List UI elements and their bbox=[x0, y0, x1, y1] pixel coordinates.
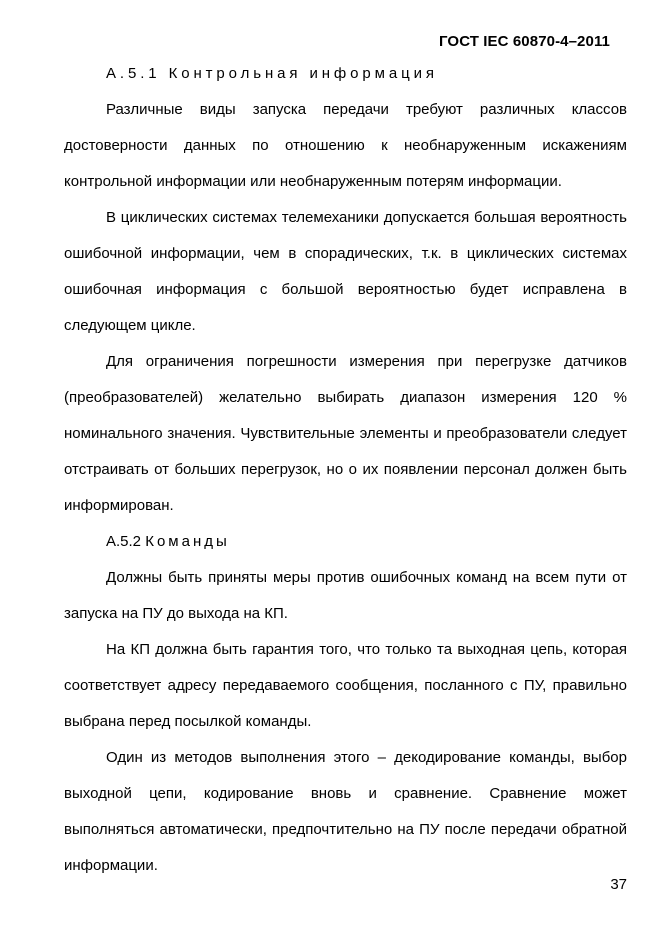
paragraph: Различные виды запуска передачи требуют различных классов достоверности данных по отношению к необнаруженным искажениям контрольной информации или необнаруженным потерям информации. bbox=[64, 101, 627, 190]
section-number: А.5.2 bbox=[106, 533, 142, 550]
section-heading-a51: А.5.1 Контрольная информация bbox=[106, 65, 438, 82]
paragraph: Для ограничения погрешности измерения при перегрузке датчиков (преобразователей) желательно выбирать диапазон измерения 120 % номинального значения. Чувствительные элементы и преобразователи следует отстраивать от больших перегрузок, но о их появлении персонал должен быть информирован. bbox=[64, 353, 627, 514]
section-title: Команды bbox=[145, 533, 230, 550]
paragraph: Один из методов выполнения этого – декодирование команды, выбор выходной цепи, кодирование вновь и сравнение. Сравнение может выполняться автоматически, предпочтительно на ПУ после передачи обратной информации. bbox=[64, 749, 627, 874]
paragraph: Должны быть приняты меры против ошибочных команд на всем пути от запуска на ПУ до выхода на КП. bbox=[64, 569, 627, 622]
page-number: 37 bbox=[610, 876, 627, 893]
section-heading-a52 bbox=[64, 524, 627, 560]
document-body bbox=[64, 56, 627, 884]
paragraph: В циклических системах телемеханики допускается большая вероятность ошибочной информации, чем в спорадических, т.к. в циклических системах ошибочная информация с большой вероятностью будет исправлена в следующем цикле. bbox=[64, 209, 627, 334]
document-header: ГОСТ IEC 60870-4–2011 bbox=[439, 33, 610, 50]
paragraph: На КП должна быть гарантия того, что только та выходная цепь, которая соответствует адресу передаваемого сообщения, посланного с ПУ, правильно выбрана перед посылкой команды. bbox=[64, 641, 627, 730]
